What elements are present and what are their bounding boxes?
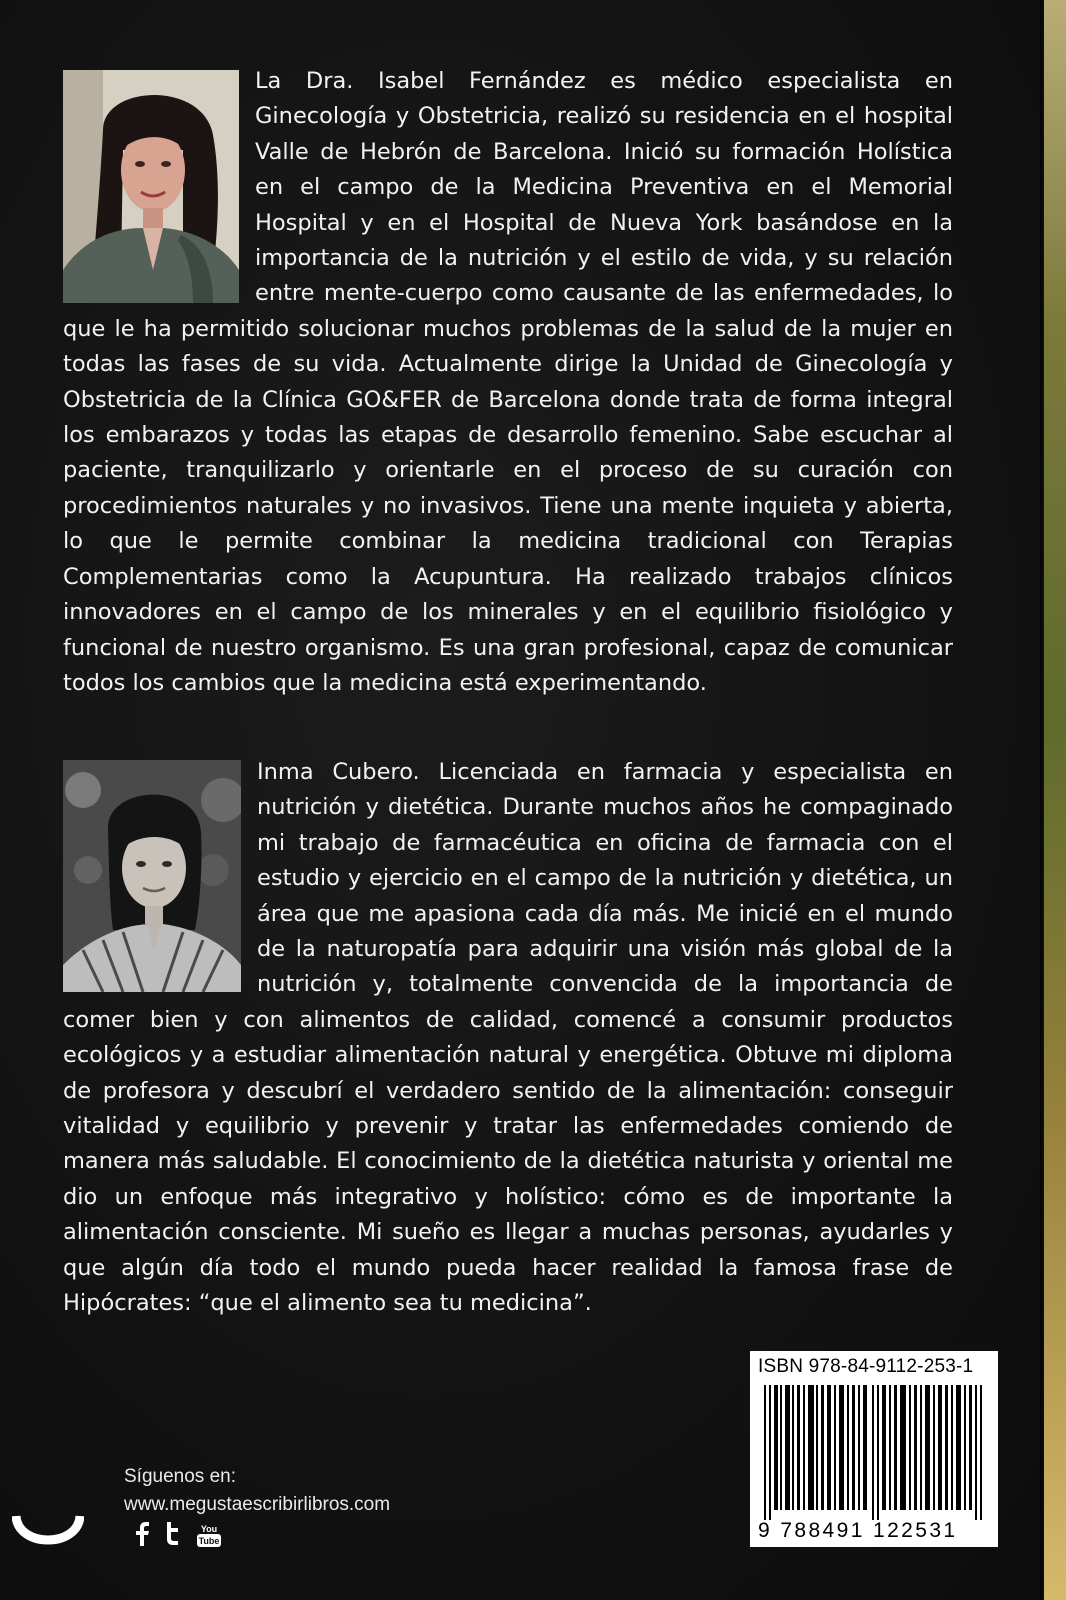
photo-wrap-spacer [63, 70, 239, 303]
author-bio-isabel [63, 64, 953, 701]
barcode-digits: 9 788491 122531 [758, 1519, 958, 1542]
publisher-logo-icon [12, 1510, 84, 1556]
barcode-bars [764, 1385, 988, 1520]
facebook-icon[interactable] [134, 1522, 150, 1546]
svg-text:Tube: Tube [198, 1536, 220, 1546]
twitter-icon[interactable] [162, 1522, 184, 1546]
author-bio-inma-text: Inma Cubero. Licenciada en farmacia y especialista en nutrición y dietética. Durante muchos años he compaginado mi trabajo de farmacéutica en oficina de farmacia con el estudio y ejercicio en el campo de la nutrición y dietética, un área que me apasiona cada día más. Me inicié en el mundo de la naturopatía para adquirir una visión más global de la nutrición y, totalmente convencida de la importancia de comer bien y con alimentos de calidad, comencé a consumir productos ecológicos y a estudiar alimentación natural y energética. Obtuve mi diploma de profesora y descubrí el verdadero sentido de la alimentación: conseguir vitalidad y equilibrio y prevenir y tratar las enfermedades comiendo de manera más saludable. El conocimiento de la dietética naturista y oriental me dio un enfoque más integrativo y holístico: cómo es de importante la alimentación consciente. Mi sueño es llegar a muchas personas, ayudarles y que algún día todo el mundo pueda hacer realidad la famosa frase de Hipócrates: “que el alimento sea tu medicina”. [63, 759, 953, 1317]
follow-us-label: Síguenos en: [124, 1466, 236, 1487]
isbn-label: ISBN 978-84-9112-253-1 [758, 1356, 974, 1377]
author-bio-isabel-text: La Dra. Isabel Fernández es médico especialista en Ginecología y Obstetricia, realizó su residencia en el hospital Valle de Hebrón de Barcelona. Inició su formación Holística en el campo de la Medicina Preventiva en el Memorial Hospital y en el Hospital de Nueva York basándose en la importancia de la nutrición y el estilo de vida, y su relación entre mente-cuerpo como causante de las enfermedades, lo que le ha permitido solucionar muchos problemas de la salud de la mujer en todas las fases de su vida. Actualmente dirige la Unidad de Ginecología y Obstetricia de la Clínica GO&FER de Barcelona donde trata de forma integral los embarazos y todas las etapas de desarrollo femenino. Sabe escuchar al paciente, tranquilizarlo y orientarle en el proceso de su curación con procedimientos naturales y no invasivos. Tiene una mente inquieta y abierta, lo que le permite combinar la medicina tradicional con Terapias Complementarias como la Acupuntura. Ha realizado trabajos clínicos innovadores en el campo de los minerales y en el equilibrio fisiológico y funcional de nuestro organismo. Es una gran profesional, capaz de comunicar todos los cambios que la medicina está experimentando. [63, 68, 953, 696]
isbn-barcode-box [750, 1351, 998, 1547]
svg-text:You: You [200, 1524, 218, 1534]
cover-edge-strip [1044, 0, 1066, 1600]
youtube-icon[interactable] [196, 1522, 222, 1548]
author-bio-inma [63, 755, 953, 1322]
publisher-website-link[interactable]: www.megustaescribirlibros.com [124, 1494, 391, 1515]
photo-wrap-spacer [63, 761, 241, 993]
